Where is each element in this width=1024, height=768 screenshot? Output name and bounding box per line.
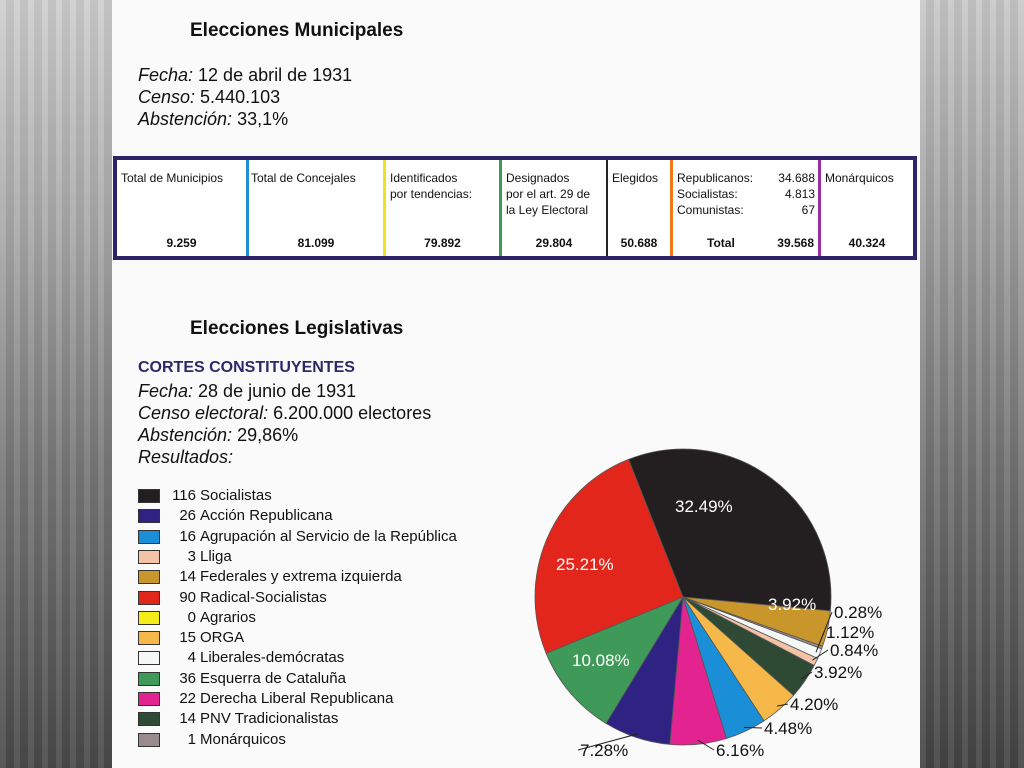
col-monarquicos bbox=[821, 160, 913, 256]
monarquicos-label: Monárquicos bbox=[825, 171, 894, 185]
elegidos-label: Elegidos bbox=[612, 171, 659, 185]
partidos-breakdown bbox=[677, 170, 815, 218]
legend-label: Esquerra de Cataluña bbox=[200, 669, 346, 687]
republicanos-label: Republicanos: bbox=[677, 171, 754, 185]
pie-label: 7.28% bbox=[580, 741, 629, 760]
legend-seats: 15 bbox=[179, 629, 196, 647]
legend-swatch bbox=[138, 651, 160, 665]
legend-item bbox=[138, 487, 518, 507]
municipales-meta bbox=[138, 64, 352, 130]
legend-swatch bbox=[138, 489, 160, 503]
legend-item bbox=[138, 528, 518, 548]
legend-swatch bbox=[138, 631, 160, 645]
legend-seats: 4 bbox=[187, 649, 196, 667]
legend-label: Federales y extrema izquierda bbox=[200, 568, 402, 586]
censo-label: Censo: bbox=[138, 87, 196, 107]
legend-item bbox=[138, 629, 518, 649]
republicanos-value: 34.688 bbox=[778, 171, 815, 185]
pie-label: 1.12% bbox=[826, 623, 875, 642]
pie-label: 4.20% bbox=[790, 695, 839, 714]
legend-label: Socialistas bbox=[200, 487, 272, 504]
legend-label: Derecha Liberal Republicana bbox=[200, 690, 394, 707]
identificados-value: 79.892 bbox=[424, 236, 461, 250]
legend-seats: 36 bbox=[179, 669, 196, 687]
comunistas-label: Comunistas: bbox=[677, 203, 744, 217]
designados-value: 29.804 bbox=[535, 236, 573, 250]
pie-label: 6.16% bbox=[716, 741, 765, 760]
col-total-municipios bbox=[117, 160, 246, 256]
pie-label: 4.48% bbox=[764, 719, 813, 738]
legend-seats: 3 bbox=[187, 547, 196, 565]
background-photo-left bbox=[0, 0, 112, 768]
municipales-title: Elecciones Municipales bbox=[190, 20, 404, 41]
total-concejales-value: 81.099 bbox=[297, 236, 335, 250]
legend-seats: 0 bbox=[187, 608, 196, 626]
legend-item bbox=[138, 568, 518, 588]
legend-item bbox=[138, 589, 518, 609]
elegidos-value: 50.688 bbox=[620, 236, 658, 250]
leg-abstencion-value: 29,86% bbox=[232, 425, 299, 445]
legend-item bbox=[138, 690, 518, 710]
socialistas-label: Socialistas: bbox=[677, 187, 738, 201]
legend-swatch bbox=[138, 530, 160, 544]
legend-seats: 14 bbox=[179, 710, 196, 728]
cortes-subtitle: CORTES CONSTITUYENTES bbox=[138, 359, 355, 376]
seats-pie-chart bbox=[520, 440, 920, 768]
abstencion-value: 33,1% bbox=[232, 109, 289, 129]
legend-label: Agrupación al Servicio de la República bbox=[200, 527, 457, 545]
designados-label-line2: por el art. 29 de bbox=[506, 187, 591, 201]
abstencion-label: Abstención: bbox=[138, 109, 233, 129]
legend-label: PNV Tradicionalistas bbox=[200, 710, 339, 728]
legend-seats: 22 bbox=[179, 690, 196, 707]
legend-label: Liberales-demócratas bbox=[200, 649, 345, 667]
leg-abstencion-label: Abstención: bbox=[138, 425, 233, 445]
legislativas-meta bbox=[138, 380, 431, 468]
leg-censo-label: Censo electoral: bbox=[138, 403, 269, 423]
legend-swatch bbox=[138, 733, 160, 747]
pie-label: 25.21% bbox=[556, 555, 614, 574]
legend-label: ORGA bbox=[200, 629, 245, 647]
legend-swatch bbox=[138, 611, 160, 625]
legend-seats: 116 bbox=[172, 487, 196, 504]
col-designados bbox=[502, 160, 606, 256]
legend-label: Acción Republicana bbox=[200, 507, 333, 525]
legend-swatch bbox=[138, 550, 160, 564]
pie-label: 3.92% bbox=[814, 663, 863, 682]
leg-fecha-label: Fecha: bbox=[138, 381, 194, 401]
legend-seats: 1 bbox=[187, 730, 196, 748]
municipales-table bbox=[113, 156, 917, 260]
legend-item bbox=[138, 507, 518, 527]
legend-label: Agrarios bbox=[200, 608, 256, 626]
censo-value: 5.440.103 bbox=[195, 87, 281, 107]
col-identificados bbox=[386, 160, 499, 256]
identificados-label bbox=[390, 170, 472, 202]
pie-label: 10.08% bbox=[572, 651, 630, 670]
identificados-label-line1: Identificados bbox=[390, 171, 458, 185]
pie-label: 32.49% bbox=[675, 497, 733, 516]
col-elegidos bbox=[608, 160, 670, 256]
legend-seats: 14 bbox=[179, 568, 196, 586]
comunistas-value: 67 bbox=[801, 203, 815, 217]
fecha-value: 12 de abril de 1931 bbox=[193, 65, 353, 85]
background-photo-right bbox=[920, 0, 1024, 768]
legend-item bbox=[138, 548, 518, 568]
fecha-label: Fecha: bbox=[138, 65, 194, 85]
socialistas-value: 4.813 bbox=[784, 187, 815, 201]
monarquicos-value: 40.324 bbox=[848, 236, 886, 250]
pie-leader-line bbox=[744, 727, 762, 728]
legend-swatch bbox=[138, 570, 160, 584]
pie-label: 3.92% bbox=[768, 595, 817, 614]
total-municipios-value: 9.259 bbox=[166, 236, 197, 250]
legend-item bbox=[138, 731, 518, 751]
pie-label: 0.28% bbox=[834, 603, 883, 622]
legend-item bbox=[138, 670, 518, 690]
legend-item bbox=[138, 649, 518, 669]
resultados-label: Resultados: bbox=[138, 447, 234, 467]
legend-swatch bbox=[138, 591, 160, 605]
designados-label-line3: la Ley Electoral bbox=[506, 203, 589, 217]
legend-seats: 16 bbox=[179, 527, 196, 545]
total-value: 39.568 bbox=[777, 236, 814, 250]
total-municipios-label: Total de Municipios bbox=[121, 171, 224, 185]
leg-fecha-value: 28 de junio de 1931 bbox=[193, 381, 357, 401]
legend-seats: 26 bbox=[179, 507, 196, 525]
leg-censo-value: 6.200.000 electores bbox=[268, 403, 432, 423]
legend-label: Monárquicos bbox=[200, 730, 286, 748]
designados-label bbox=[506, 170, 590, 218]
legend-label: Radical-Socialistas bbox=[200, 588, 327, 606]
legend-item bbox=[138, 609, 518, 629]
pie-label: 0.84% bbox=[830, 641, 879, 660]
col-partidos bbox=[673, 160, 818, 256]
legend-swatch bbox=[138, 672, 160, 686]
legend-swatch bbox=[138, 692, 160, 706]
total-label: Total bbox=[707, 236, 735, 250]
legend-label: Lliga bbox=[200, 547, 232, 565]
legend-seats: 90 bbox=[179, 588, 196, 606]
identificados-label-line2: por tendencias: bbox=[390, 187, 473, 201]
designados-label-line1: Designados bbox=[506, 171, 570, 185]
legend-swatch bbox=[138, 509, 160, 523]
legend-item bbox=[138, 710, 518, 730]
total-concejales-label: Total de Concejales bbox=[251, 171, 356, 185]
legislativas-title: Elecciones Legislativas bbox=[190, 318, 404, 339]
col-total-concejales bbox=[249, 160, 383, 256]
legend-swatch bbox=[138, 712, 160, 726]
